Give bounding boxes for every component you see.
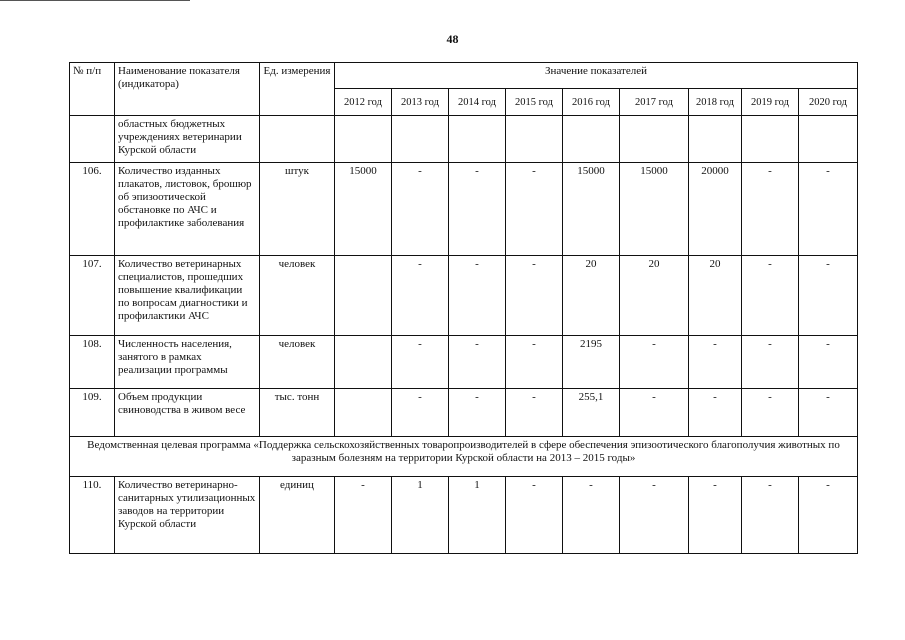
value-cell: - <box>392 336 449 389</box>
value-cell: - <box>742 336 799 389</box>
row-num: 110. <box>70 477 115 554</box>
value-cell: - <box>506 256 563 336</box>
value-cell: - <box>506 389 563 437</box>
table-row <box>70 163 858 256</box>
value-cell: - <box>449 336 506 389</box>
year-2013: 2013 год <box>392 89 449 116</box>
year-2019: 2019 год <box>742 89 799 116</box>
value-cell <box>449 116 506 163</box>
value-cell: - <box>392 389 449 437</box>
value-cell: - <box>742 389 799 437</box>
year-2016: 2016 год <box>563 89 620 116</box>
value-cell: - <box>689 389 742 437</box>
value-cell: - <box>742 256 799 336</box>
value-cell: - <box>799 477 858 554</box>
value-cell <box>742 116 799 163</box>
value-cell: - <box>506 336 563 389</box>
value-cell: - <box>620 336 689 389</box>
value-cell <box>799 116 858 163</box>
row-num: 109. <box>70 389 115 437</box>
value-cell: 20 <box>689 256 742 336</box>
header-values: Значение показателей <box>335 63 858 89</box>
row-name: Количество изданных плакатов, листовок, брошюр об эпизоотической обстановке по АЧС и профилактике заболевания <box>115 163 260 256</box>
row-name: Количество ветеринарно-санитарных утилизационных заводов на территории Курской области <box>115 477 260 554</box>
value-cell: - <box>392 163 449 256</box>
value-cell: - <box>620 389 689 437</box>
row-unit: штук <box>260 163 335 256</box>
indicator-table <box>69 62 858 554</box>
program-title-row <box>70 437 858 477</box>
year-2012: 2012 год <box>335 89 392 116</box>
value-cell: - <box>392 256 449 336</box>
header-num: № п/п <box>70 63 115 116</box>
value-cell: - <box>620 477 689 554</box>
header-name: Наименование показателя (индикатора) <box>115 63 260 116</box>
value-cell: - <box>449 389 506 437</box>
value-cell: - <box>742 477 799 554</box>
value-cell: - <box>449 256 506 336</box>
table-row <box>70 477 858 554</box>
row-unit: единиц <box>260 477 335 554</box>
value-cell: 15000 <box>620 163 689 256</box>
value-cell: 20000 <box>689 163 742 256</box>
row-num: 107. <box>70 256 115 336</box>
header-unit: Ед. измерения <box>260 63 335 116</box>
value-cell <box>689 116 742 163</box>
row-unit: человек <box>260 256 335 336</box>
value-cell: - <box>506 163 563 256</box>
year-2020: 2020 год <box>799 89 858 116</box>
value-cell: - <box>799 336 858 389</box>
program-title: Ведомственная целевая программа «Поддержка сельскохозяйственных товаропроизводителей в сфере обеспечения эпизоотического благополучия животных по заразным болезням на территории Курской области на 2013 – 2015 годы» <box>70 437 858 477</box>
year-2015: 2015 год <box>506 89 563 116</box>
row-name: Объем продукции свиноводства в живом весе <box>115 389 260 437</box>
row-num: 106. <box>70 163 115 256</box>
row-name: Количество ветеринарных специалистов, прошедших повышение квалификации по вопросам диагностики и профилактики АЧС <box>115 256 260 336</box>
value-cell <box>335 336 392 389</box>
value-cell: - <box>563 477 620 554</box>
value-cell <box>392 116 449 163</box>
row-unit <box>260 116 335 163</box>
value-cell: 2195 <box>563 336 620 389</box>
value-cell <box>335 389 392 437</box>
value-cell <box>335 256 392 336</box>
value-cell: - <box>799 389 858 437</box>
table-row <box>70 336 858 389</box>
value-cell <box>620 116 689 163</box>
year-2014: 2014 год <box>449 89 506 116</box>
row-unit: человек <box>260 336 335 389</box>
row-num: 108. <box>70 336 115 389</box>
scan-edge-line <box>0 0 190 1</box>
value-cell: - <box>689 477 742 554</box>
value-cell: - <box>449 163 506 256</box>
table-row <box>70 256 858 336</box>
value-cell <box>335 116 392 163</box>
value-cell: - <box>799 256 858 336</box>
value-cell: - <box>742 163 799 256</box>
value-cell: 20 <box>563 256 620 336</box>
value-cell: 1 <box>392 477 449 554</box>
table-row <box>70 389 858 437</box>
value-cell: 1 <box>449 477 506 554</box>
value-cell: 15000 <box>335 163 392 256</box>
value-cell: 20 <box>620 256 689 336</box>
value-cell: 15000 <box>563 163 620 256</box>
row-unit: тыс. тонн <box>260 389 335 437</box>
row-name: Численность населения, занятого в рамках реализации программы <box>115 336 260 389</box>
row-num <box>70 116 115 163</box>
table-row <box>70 116 858 163</box>
value-cell: - <box>335 477 392 554</box>
value-cell <box>563 116 620 163</box>
row-name: областных бюджетных учреждениях ветеринарии Курской области <box>115 116 260 163</box>
value-cell <box>506 116 563 163</box>
value-cell: - <box>689 336 742 389</box>
value-cell: - <box>799 163 858 256</box>
page-number: 48 <box>446 32 459 46</box>
value-cell: - <box>506 477 563 554</box>
year-2017: 2017 год <box>620 89 689 116</box>
value-cell: 255,1 <box>563 389 620 437</box>
year-2018: 2018 год <box>689 89 742 116</box>
